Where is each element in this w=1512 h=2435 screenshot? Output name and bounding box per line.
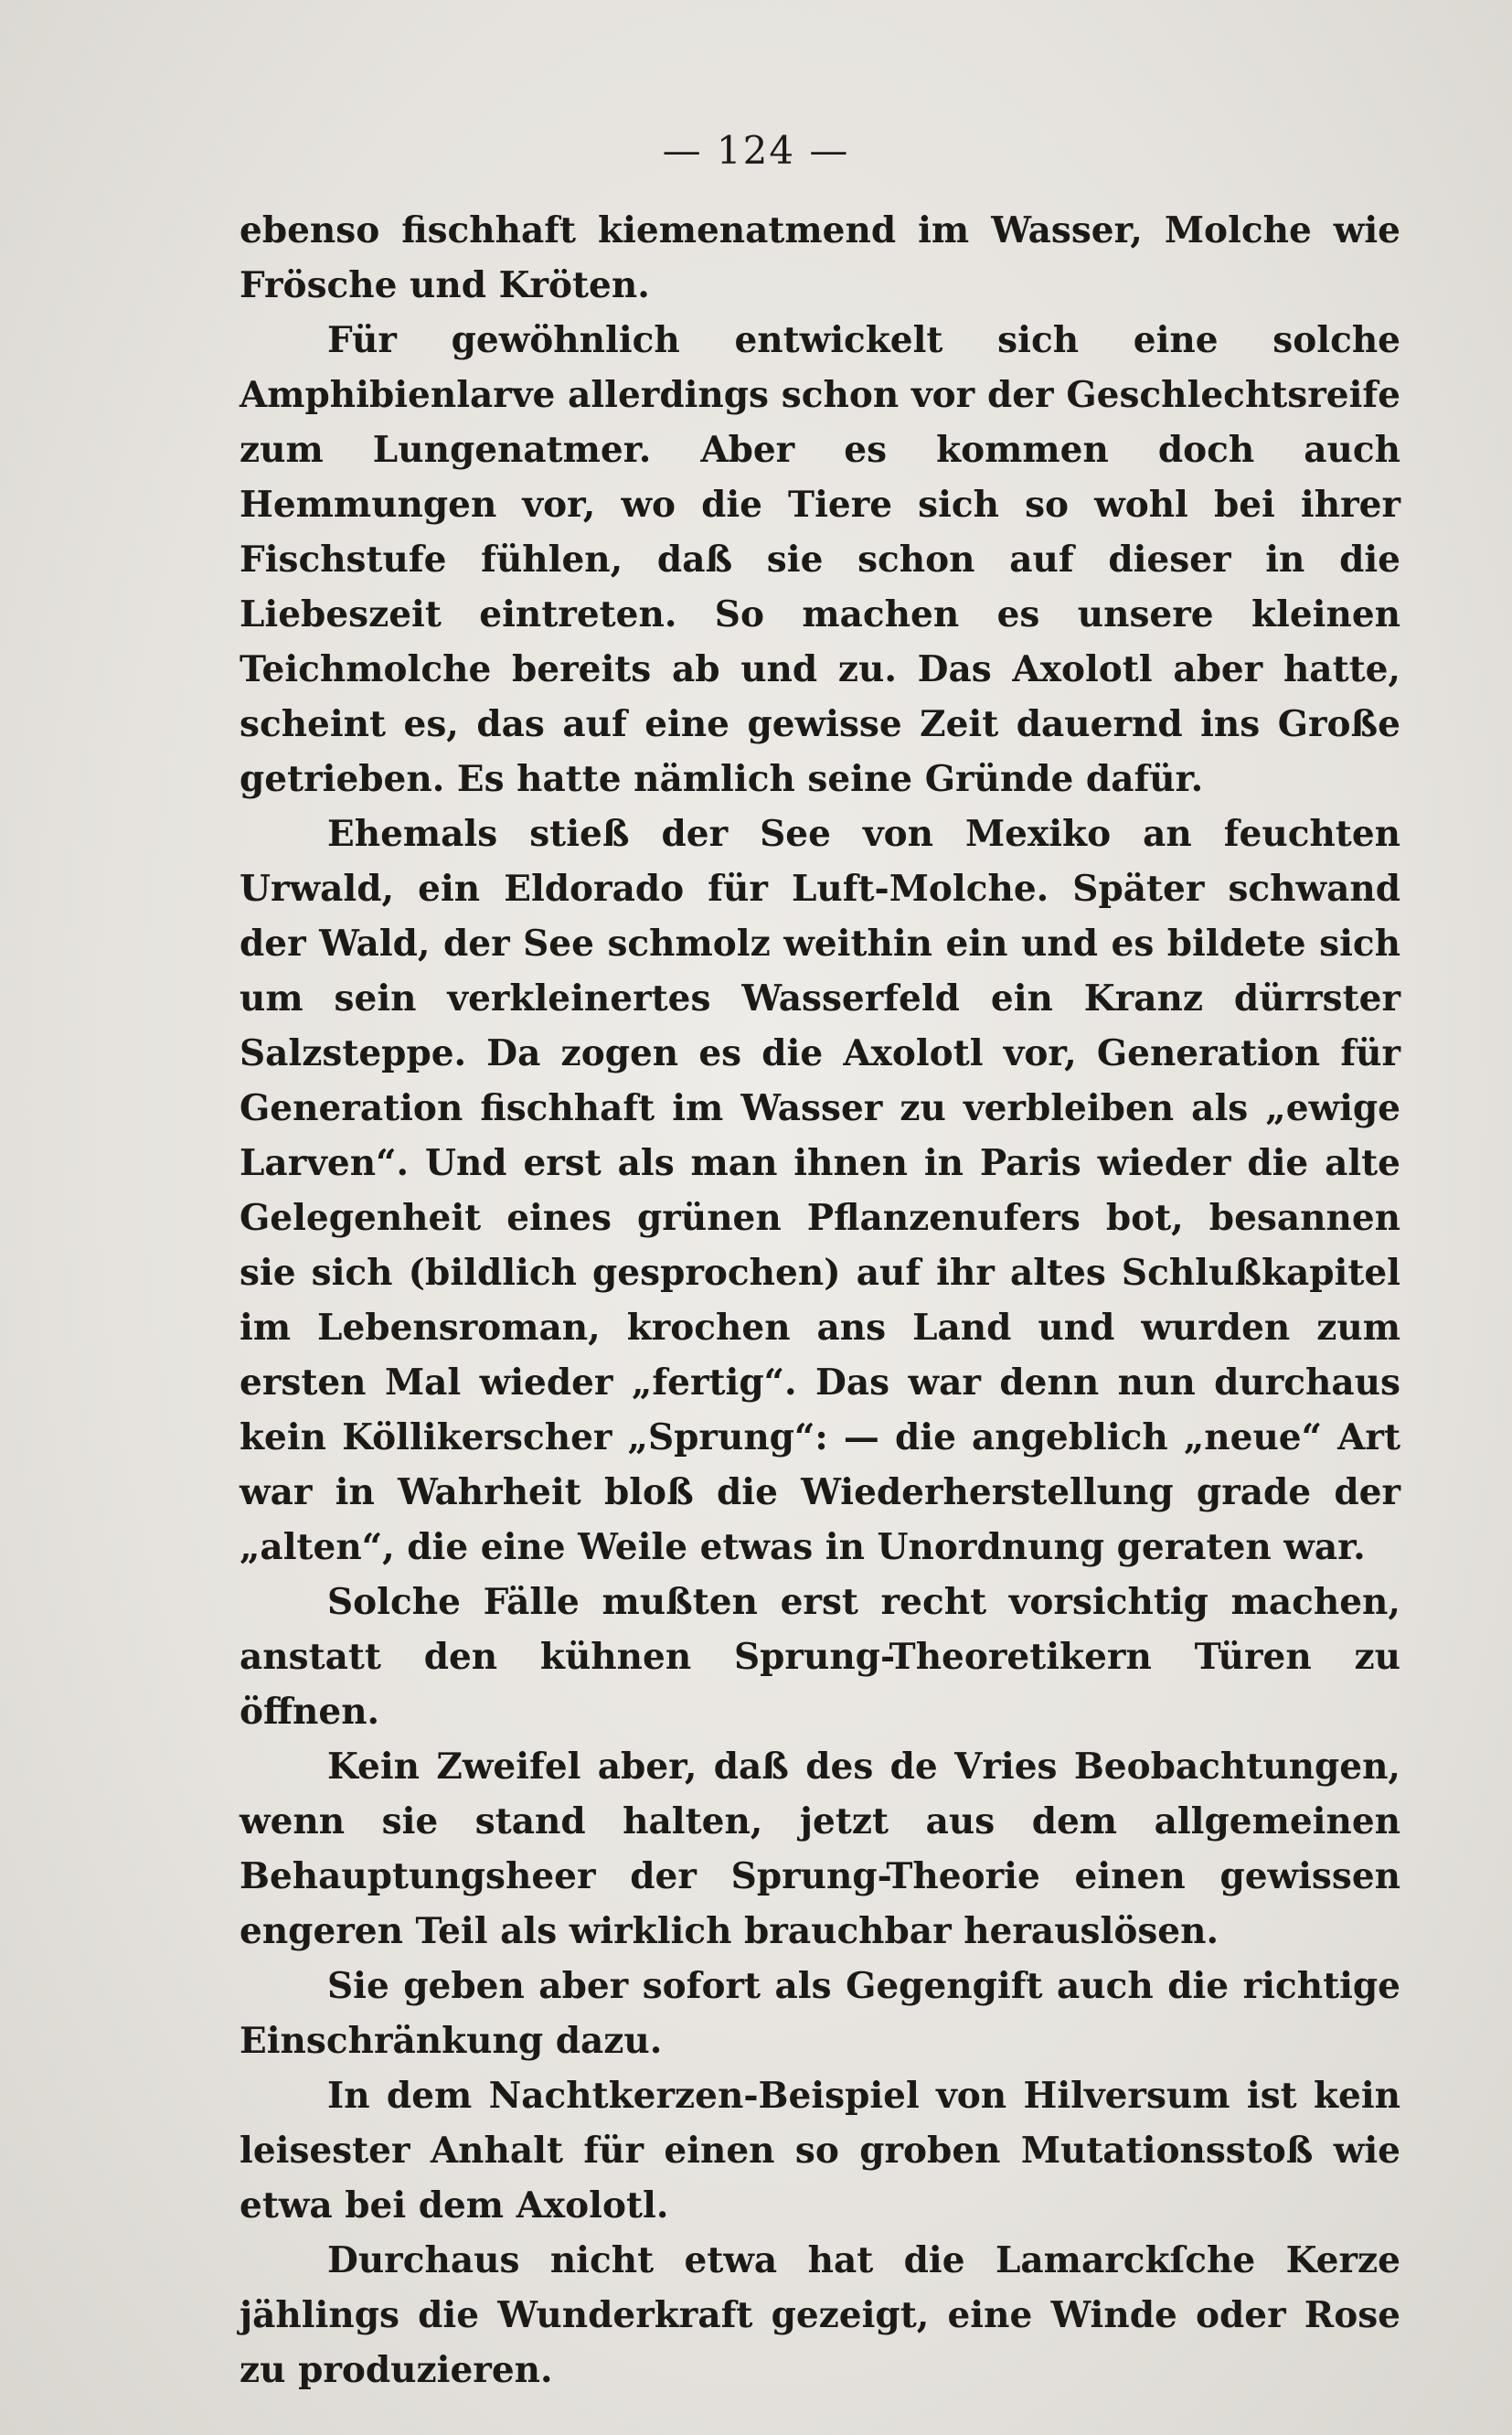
paragraph: Durchaus nicht etwa hat die Lamarckſche Kerze jählings die Wunderkraft gezeigt, eine Winde oder Rose zu produzieren. [240,2239,1400,2391]
body-text [240,203,1400,2398]
paragraph: Ehemals stieß der See von Mexiko an feuchten Urwald, ein Eldorado für Luft-Molche. Später schwand der Wald, der See schmolz weithin ein und es bildete sich um sein verkleinertes Wasserfeld ein Kranz dürrster Salzsteppe. Da zogen es die Axolotl vor, Generation für Generation fischhaft im Wasser zu verbleiben als „ewige Larven“. Und erst als man ihnen in Paris wieder die alte Gelegenheit eines grünen Pflanzenufers bot, besannen sie sich (bildlich gesprochen) auf ihr altes Schlußkapitel im Lebensroman, krochen ans Land und wurden zum ersten Mal wieder „fertig“. Das war denn nun durchaus kein Köllikerscher „Sprung“: — die angeblich „neue“ Art war in Wahrheit bloß die Wiederherstellung grade der „alten“, die eine Weile etwas in Unordnung geraten war. [240,813,1400,1568]
paragraph: In dem Nachtkerzen-Beispiel von Hilversum ist kein leisester Anhalt für einen so groben Mutationsstoß wie etwa bei dem Axolotl. [240,2075,1400,2227]
paragraph: Solche Fälle mußten erst recht vorsichtig machen, anstatt den kühnen Sprung-Theoretikern Türen zu öffnen. [240,1581,1400,1733]
paragraph: Für gewöhnlich entwickelt sich eine solche Amphibienlarve allerdings schon vor der Geschlechtsreife zum Lungenatmer. Aber es kommen doch auch Hemmungen vor, wo die Tiere sich so wohl bei ihrer Fischstufe fühlen, daß sie schon auf dieser in die Liebeszeit eintreten. So machen es unsere kleinen Teichmolche bereits ab und zu. Das Axolotl aber hatte, scheint es, das auf eine gewisse Zeit dauernd ins Große getrieben. Es hatte nämlich seine Gründe dafür. [240,319,1400,800]
paragraph: ebenso fischhaft kiemenatmend im Wasser, Molche wie Frösche und Kröten. [240,209,1400,306]
paragraph: Kein Zweifel aber, daß des de Vries Beobachtungen, wenn sie stand halten, jetzt aus dem allgemeinen Behauptungsheer der Sprung-Theorie einen gewissen engeren Teil als wirklich brauchbar herauslösen. [240,1746,1400,1952]
page-number: — 124 — [662,128,850,173]
paragraph: Sie geben aber sofort als Gegengift auch die richtige Einschränkung dazu. [240,1965,1400,2062]
